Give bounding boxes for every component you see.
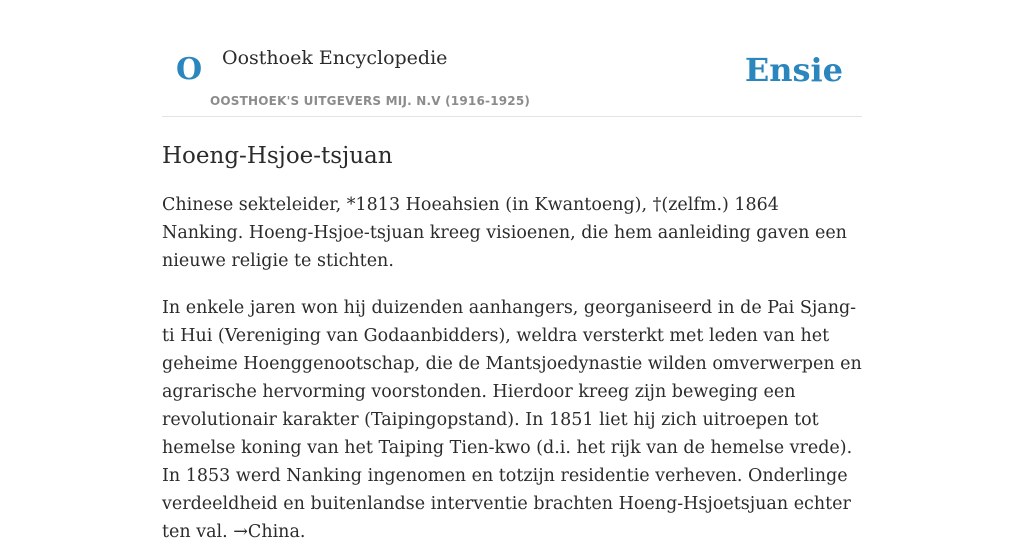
site-logo[interactable]: O (176, 52, 203, 87)
ensie-brand-link[interactable]: Ensie (744, 51, 843, 89)
article-paragraph-2: In enkele jaren won hij duizenden aanhangers, georganiseerd in de Pai Sjang-ti Hui (Vereniging van Godaanbidders), weldra versterkt met leden van het geheime Hoenggenootschap, die de Mantsjoedynastie wilden omverwerpen en agrarische hervorming voorstonden. Hierdoor kreeg zijn beweging een revolutionair karakter (Taipingopstand). In 1851 liet hij zich uitroepen tot hemelse koning van het Taiping Tien-kwo (d.i. het rijk van de hemelse vrede). In 1853 werd Nanking ingenomen en totzijn residentie verheven. Onderlinge verdeeldheid en buitenlandse interventie brachten Hoeng-Hsjoetsjuan echter ten val. →China. (162, 298, 862, 542)
site-header (162, 0, 862, 117)
article-paragraph-1: Chinese sekteleider, *1813 Hoeahsien (in Kwantoeng), †(zelfm.) 1864 Nanking. Hoeng-Hsjoe-tsjuan kreeg visioenen, die hem aanleiding gaven een nieuwe religie te stichten. (162, 195, 847, 271)
encyclopedia-title-link[interactable]: Oosthoek Encyclopedie (222, 47, 448, 69)
page-container (162, 0, 862, 546)
publisher-subtitle: OOSTHOEK'S UITGEVERS MIJ. N.V (1916-1925) (210, 94, 531, 108)
article-title: Hoeng-Hsjoe-tsjuan (162, 143, 393, 169)
